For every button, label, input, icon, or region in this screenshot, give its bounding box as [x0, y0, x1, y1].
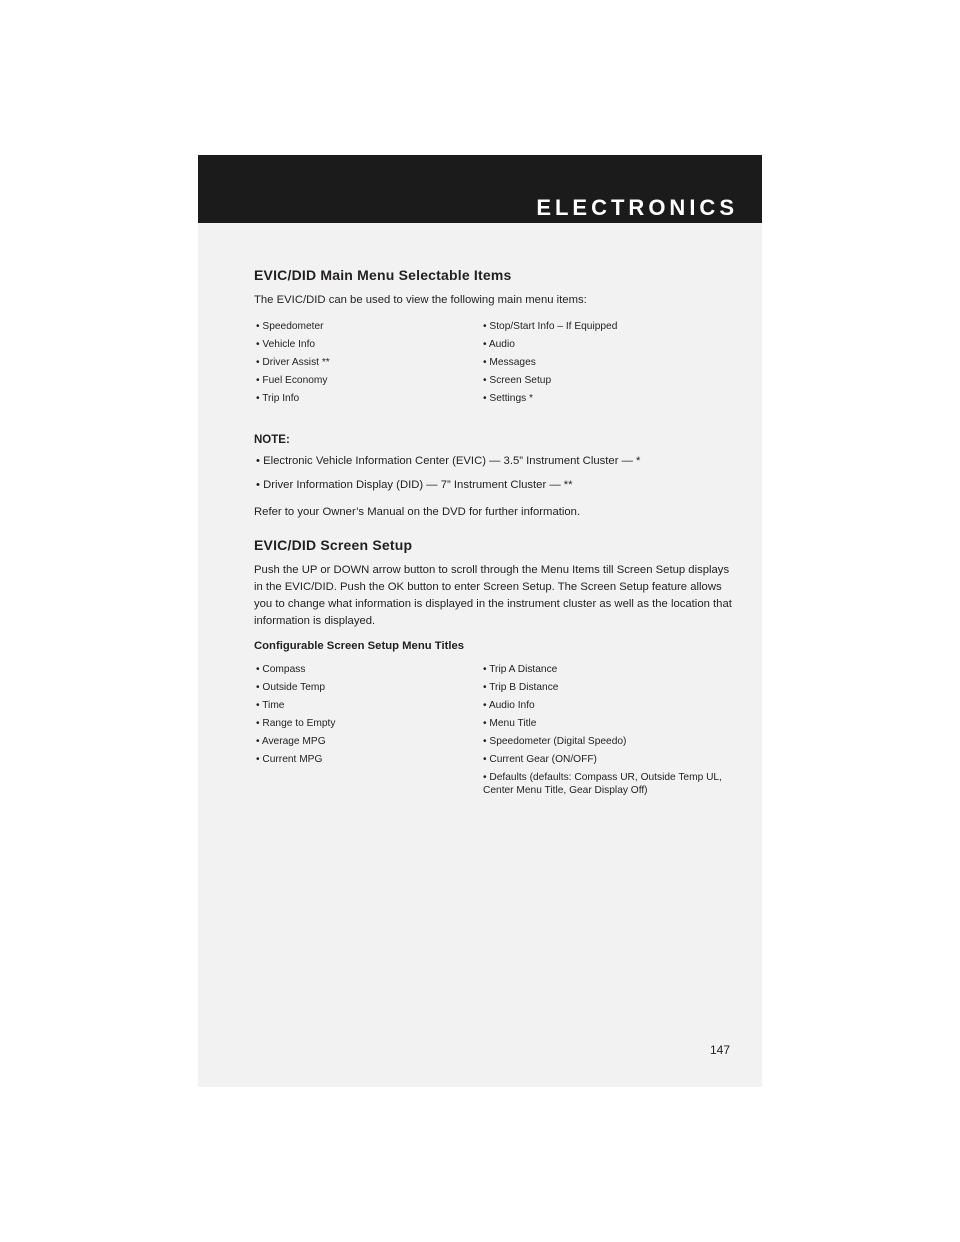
list-spacer — [256, 769, 483, 797]
list-item: • Speedometer (Digital Speedo) — [483, 736, 627, 747]
main-menu-list — [254, 318, 734, 408]
list-item: • Speedometer — [256, 321, 324, 332]
note-label: NOTE: — [254, 434, 290, 446]
header-band — [198, 155, 762, 223]
list-item: • Menu Title — [483, 718, 537, 729]
list-item: • Outside Temp — [256, 682, 326, 693]
note-item: • Driver Information Display (DID) — 7” Instrument Cluster — ** — [256, 479, 573, 491]
refer-text: Refer to your Owner’s Manual on the DVD for further information. — [254, 506, 581, 518]
main-menu-intro: The EVIC/DID can be used to view the following main menu items: — [254, 294, 587, 306]
list-item: • Trip B Distance — [483, 682, 559, 693]
list-item: • Range to Empty — [256, 718, 336, 729]
screen-setup-list — [254, 661, 734, 797]
section-tag: ELECTRONICS — [536, 195, 738, 220]
page-content — [254, 267, 734, 797]
manual-page — [198, 155, 762, 1087]
list-item: • Messages — [483, 357, 536, 368]
list-item: • Vehicle Info — [256, 339, 316, 350]
list-item: • Trip A Distance — [483, 664, 558, 675]
list-item: • Compass — [256, 664, 306, 675]
main-menu-heading: EVIC/DID Main Menu Selectable Items — [254, 267, 512, 283]
list-item: • Average MPG — [256, 736, 326, 747]
note-item: • Electronic Vehicle Information Center (EVIC) — 3.5” Instrument Cluster — * — [256, 455, 641, 467]
list-item: • Driver Assist ** — [256, 357, 330, 368]
screen-setup-heading: EVIC/DID Screen Setup — [254, 537, 413, 553]
screen-setup-subheading: Configurable Screen Setup Menu Titles — [254, 640, 465, 652]
list-item: • Audio — [483, 339, 515, 350]
list-item: • Defaults (defaults: Compass UR, Outside Temp UL, Center Menu Title, Gear Display Off) — [483, 772, 722, 796]
list-item: • Time — [256, 700, 285, 711]
list-item: • Current MPG — [256, 754, 323, 765]
list-item: • Trip Info — [256, 393, 300, 404]
page-number: 147 — [709, 1043, 730, 1057]
list-item: • Screen Setup — [483, 375, 552, 386]
list-item: • Settings * — [483, 393, 534, 404]
list-item: • Audio Info — [483, 700, 535, 711]
list-item: • Current Gear (ON/OFF) — [483, 754, 597, 765]
list-item: • Fuel Economy — [256, 375, 328, 386]
screen-setup-body: Push the UP or DOWN arrow button to scroll through the Menu Items till Screen Setup displays in the EVIC/DID. Push the OK button to enter Screen Setup. The Screen Setup feature allows you to change what information is displayed in the instrument cluster as well as the location that information is displayed. — [254, 564, 732, 627]
list-item: • Stop/Start Info – If Equipped — [483, 321, 618, 332]
